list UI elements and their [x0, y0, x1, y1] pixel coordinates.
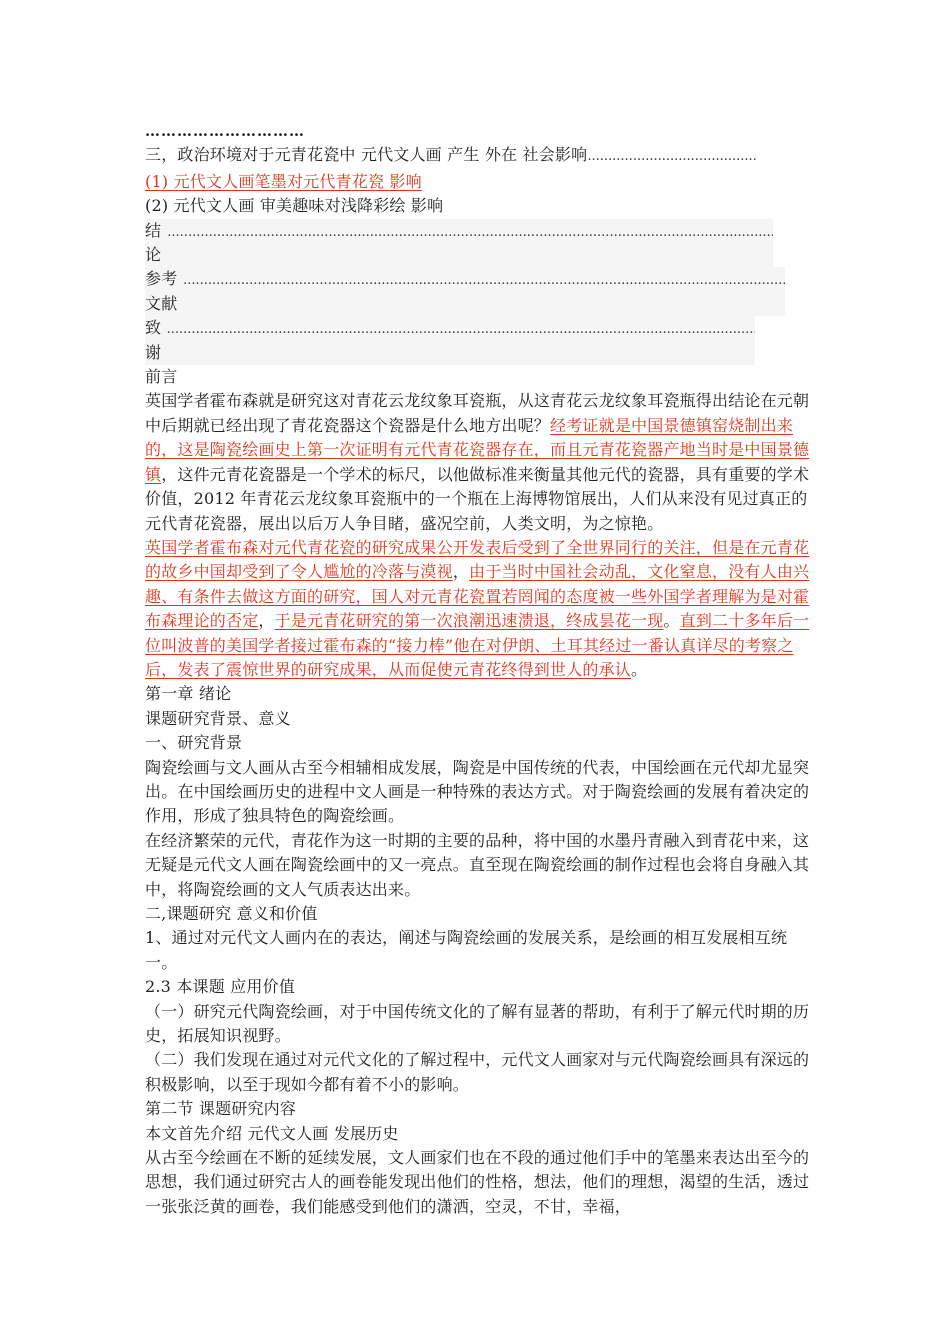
- toc-references-text: 参考文献: [145, 269, 178, 313]
- toc-item-3[interactable]: [145, 143, 810, 169]
- toc-references[interactable]: [145, 267, 785, 316]
- toc-thanks[interactable]: [145, 316, 755, 365]
- section-heading-application: 2.3 本课题 应用价值: [145, 977, 296, 997]
- preface-p2-punct-3: 。: [663, 611, 680, 631]
- section-heading-background: 一、研究背景: [145, 733, 243, 753]
- toc-dots: …………………………: [145, 122, 305, 140]
- toc-item-3-1[interactable]: (1) 元代文人画笔墨对元代青花瓷 影响: [145, 171, 422, 191]
- toc-leader: [587, 143, 757, 169]
- preface-p2-punct-4: 。: [631, 659, 648, 679]
- preface-p2-highlight-1: 英国学者霍布森对元代青花瓷的研究成果公开发表后受到了全世界同行的关注，但是在元青花的故乡中国却受到了令人尴尬的冷落与漠视: [145, 537, 810, 582]
- significance-paragraph: 1、通过对元代文人画内在的表达，阐述与陶瓷绘画的发展关系，是绘画的相互发展相互统一。: [145, 928, 788, 972]
- preface-paragraph-1: [145, 389, 810, 535]
- preface-p2-highlight-2: 由于当时中国社会动乱，文化窒息，没有人由兴趣、有条件去做这方面的研究，国人对元青花瓷置若罔闻的态度被一些外国学者理解为是对霍布森理论的否定: [145, 562, 810, 631]
- toc-thanks-text: 致 谢: [145, 318, 162, 362]
- application-paragraph-2: （二）我们发现在通过对元代文化的了解过程中，元代文人画家对与元代陶瓷绘画具有深远的积极影响，以至于现如今都有着不小的影响。: [145, 1050, 810, 1094]
- section-heading-content: 第二节 课题研究内容: [145, 1099, 297, 1119]
- toc-item-3-text: 三，政治环境对于元青花瓷中 元代文人画 产生 外在 社会影响: [145, 145, 588, 165]
- preface-p2-highlight-4: 直到二十多年后一位叫波普的美国学者接过霍布森的“接力棒”他在对伊朗、土耳其经过一番认真详尽的考察之后，发表了震惊世界的研究成果，从而促使元青花终得到世人的承认: [145, 611, 810, 679]
- preface-p2-punct-1: ，: [452, 562, 470, 582]
- toc-conclusion-text: 结 论: [145, 220, 162, 265]
- background-paragraph-1: 陶瓷绘画与文人画从古至今相辅相成发展，陶瓷是中国传统的代表，中国绘画在元代却尤显突出。在中国绘画历史的进程中文人画是一种特殊的表达方式。对于陶瓷绘画的发展有着决定的作用，形成了独具特色的陶瓷绘画。: [145, 757, 810, 826]
- preface-p1-text-cont: ，这件元青花瓷器是一个学术的标尺，以他做标准来衡量其他元代的瓷器，具有重要的学术价值，2012 年青花云龙纹象耳瓷瓶中的一个瓶在上海博物馆展出，人们从来没有见过真正的元代青花瓷器，展出以后万人争目睹，盛况空前，人类文明，为之惊艳。: [145, 464, 810, 533]
- chapter-subtitle: 课题研究背景、意义: [145, 708, 291, 728]
- toc-leader: [183, 267, 785, 293]
- chapter-title: 第一章 绪论: [145, 684, 232, 704]
- preface-p2-punct-2: ，: [258, 611, 275, 631]
- preface-paragraph-2: [145, 536, 810, 682]
- document-body: [145, 119, 810, 1219]
- content-paragraph: 从古至今绘画在不断的延续发展，文人画家们也在不段的通过他们手中的笔墨来表达出至今的思想，我们通过研究古人的画卷能发现出他们的性格，想法，他们的理想，渴望的生活，透过一张张泛黄的画卷，我们能感受到他们的潇洒，空灵，不甘，幸福，: [145, 1148, 810, 1216]
- preface-p1-highlight: 经考证就是中国景德镇窑烧制出来的，这是陶瓷绘画史上第一次证明有元代青花瓷器存在，而且元青花瓷器产地当时是中国景德镇: [145, 415, 810, 484]
- preface-heading: 前言: [145, 367, 178, 387]
- toc-leader: [167, 316, 755, 342]
- background-paragraph-2: 在经济繁荣的元代，青花作为这一时期的主要的品种，将中国的水墨丹青融入到青花中来，这无疑是元代文人画在陶瓷绘画中的又一亮点。直至现在陶瓷绘画的制作过程也会将自身融入其中，将陶瓷绘画的文人气质表达出来。: [145, 830, 810, 899]
- toc-conclusion[interactable]: [145, 219, 773, 268]
- section-heading-significance: 二,课题研究 意义和价值: [145, 904, 318, 923]
- toc-leader: [167, 219, 773, 245]
- preface-p2-highlight-3: 于是元青花研究的第一次浪潮迅速溃退，终成昙花一现: [274, 611, 664, 631]
- content-intro: 本文首先介绍 元代文人画 发展历史: [145, 1123, 399, 1143]
- toc-item-3-2[interactable]: (2) 元代文人画 审美趣味对浅降彩绘 影响: [145, 196, 444, 216]
- application-paragraph-1: （一）研究元代陶瓷绘画，对于中国传统文化的了解有显著的帮助，有利于了解元代时期的历史，拓展知识视野。: [145, 1001, 810, 1046]
- preface-p1-text: 英国学者霍布森就是研究这对青花云龙纹象耳瓷瓶，从这青花云龙纹象耳瓷瓶得出结论在元朝中后期就已经出现了青花瓷器这个瓷器是什么地方出呢？: [145, 391, 810, 435]
